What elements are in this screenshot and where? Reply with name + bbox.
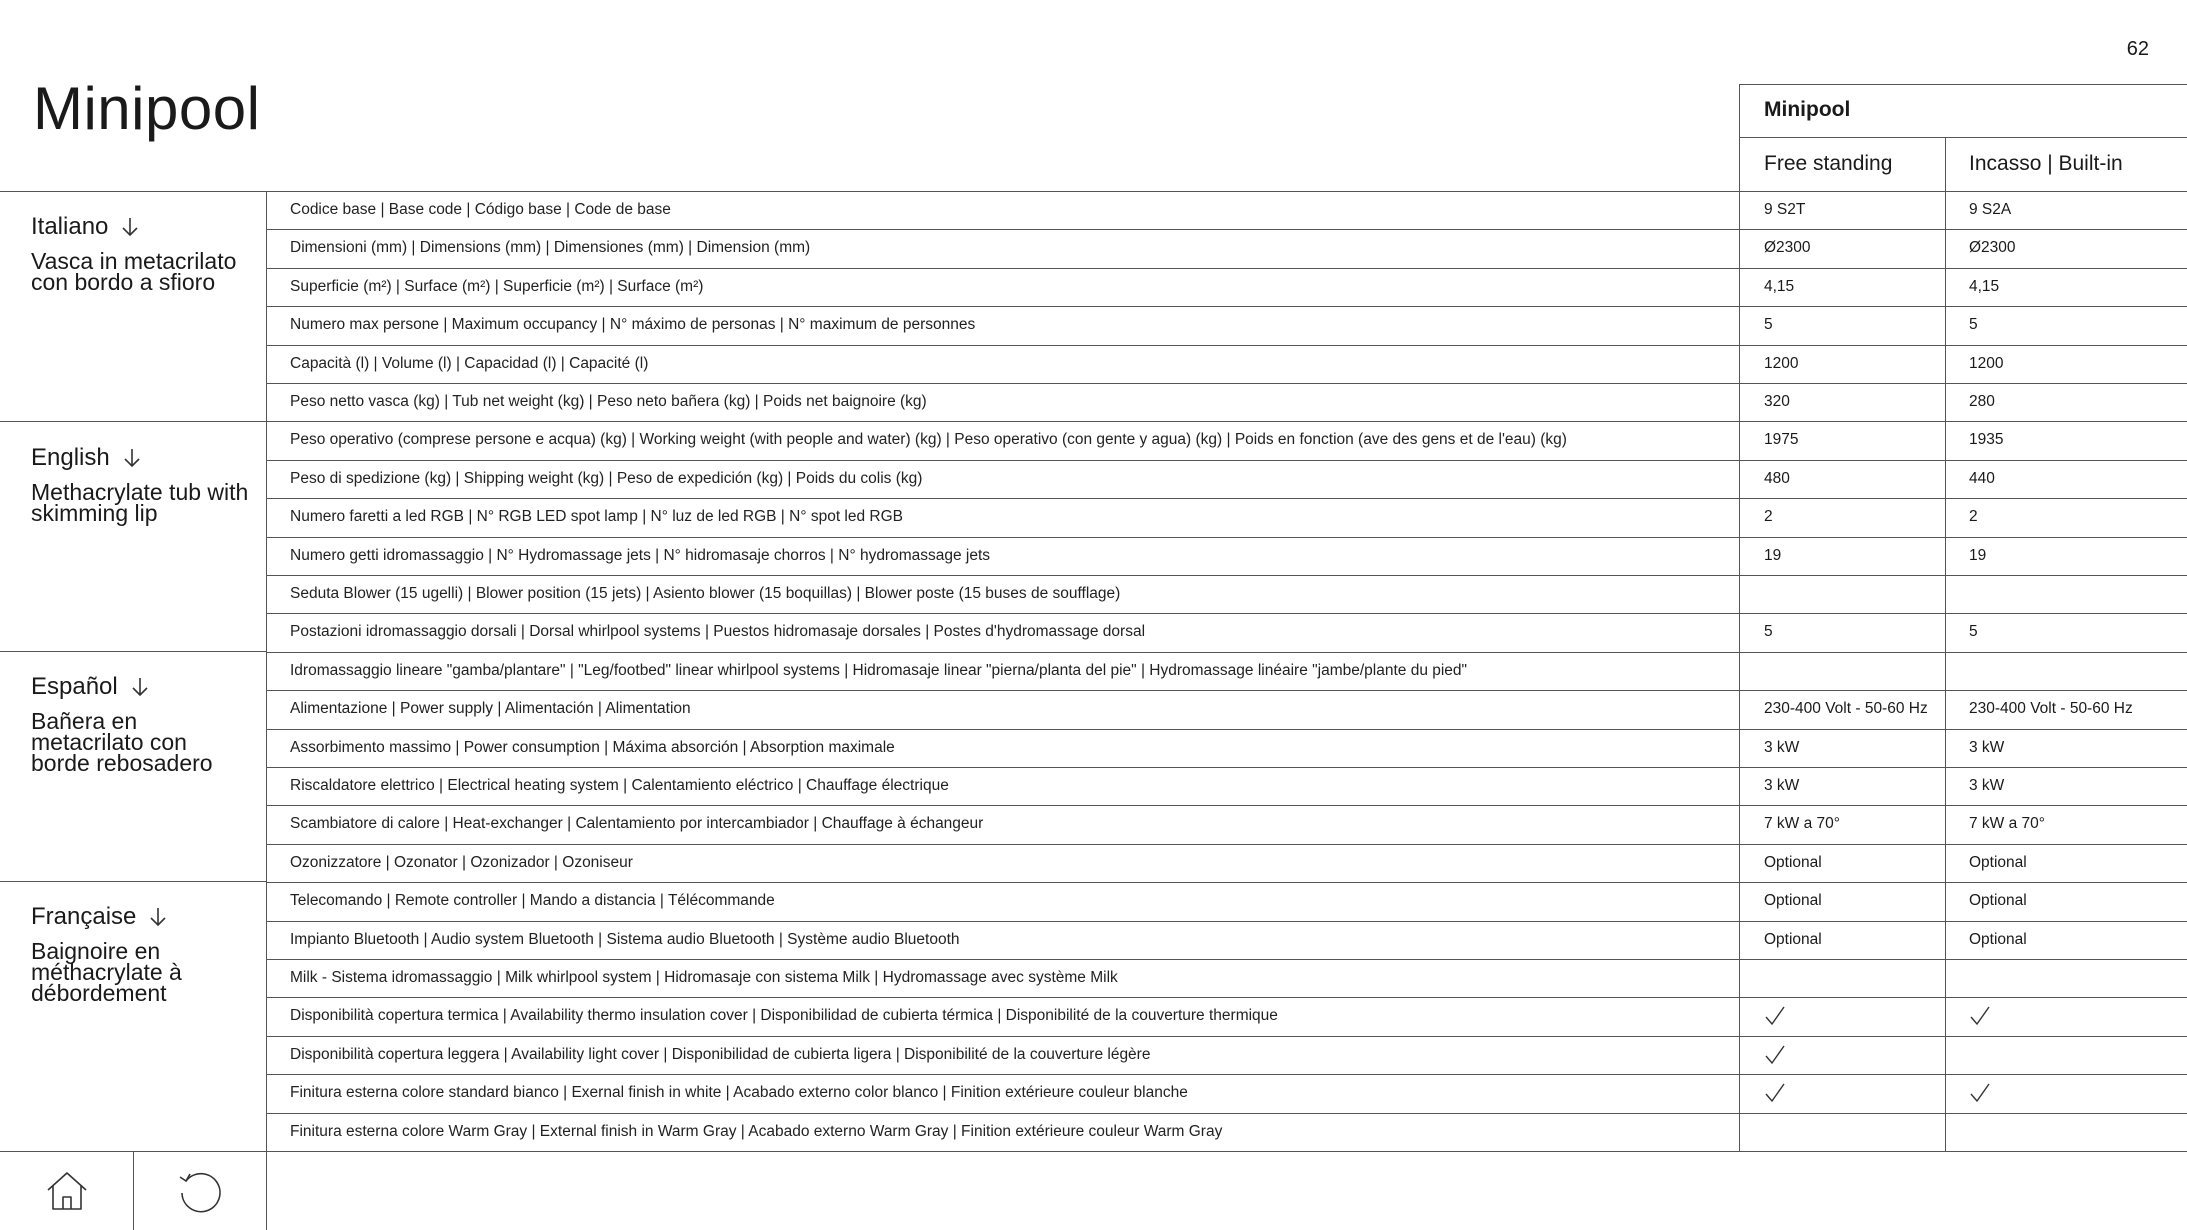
spec-label: Superficie (m²) | Surface (m²) | Superficie (m²) | Surface (m²) xyxy=(290,277,704,295)
spec-value-built-in: Optional xyxy=(1969,930,2027,948)
spec-label: Codice base | Base code | Código base | Code de base xyxy=(290,201,671,218)
spec-value-free-standing: 2 xyxy=(1764,508,1773,526)
spec-value-free-standing: Optional xyxy=(1764,892,1822,910)
table-row xyxy=(266,575,2187,613)
spec-value-free-standing: 5 xyxy=(1764,623,1773,641)
spec-value-free-standing xyxy=(1764,1036,1786,1074)
table-row xyxy=(266,844,2187,882)
spec-label: Dimensioni (mm) | Dimensions (mm) | Dimensiones (mm) | Dimension (mm) xyxy=(290,239,811,257)
spec-label: Assorbimento massimo | Power consumption | Máxima absorción | Absorption maximale xyxy=(290,738,895,756)
table-bottom-rule-right xyxy=(1739,1151,2187,1152)
spec-value-free-standing: 230-400 Volt - 50-60 Hz xyxy=(1764,700,1928,718)
spec-value-free-standing: 320 xyxy=(1764,393,1790,410)
table-row xyxy=(266,882,2187,920)
spec-value-built-in: 4,15 xyxy=(1969,277,2000,295)
spec-value-free-standing: 5 xyxy=(1764,316,1773,334)
home-icon xyxy=(44,1170,90,1212)
spec-label: Disponibilità copertura leggera | Availability light cover | Disponibilidad de cubierta ligera | Disponibilité de la couverture légère xyxy=(290,1045,1151,1063)
spec-label: Peso di spedizione (kg) | Shipping weight (kg) | Peso de expedición (kg) | Poids du colis (kg) xyxy=(290,469,923,487)
spec-value-built-in xyxy=(1969,997,1991,1035)
language-description: Methacrylate tub with skimming lip xyxy=(31,479,249,526)
table-row xyxy=(266,690,2187,728)
spec-value-built-in: Optional xyxy=(1969,853,2027,871)
spec-value-built-in: 5 xyxy=(1969,623,1978,641)
table-row xyxy=(266,652,2187,690)
page-title: Minipool xyxy=(33,75,261,142)
spec-value-free-standing: Ø2300 xyxy=(1764,239,1811,257)
spec-label: Peso operativo (comprese persone e acqua) (kg) | Working weight (with people and water) (kg) | Peso operativo (con gente y agua) (kg) | Poids en fonction (ave des gens et de l'eau) (kg) xyxy=(290,431,1567,449)
table-row xyxy=(266,1036,2187,1074)
spec-value-built-in: Optional xyxy=(1969,892,2027,910)
spec-value-built-in: 440 xyxy=(1969,469,1995,487)
spec-header-product: Minipool xyxy=(1764,98,1851,121)
language-name: English xyxy=(31,444,110,471)
spec-value-free-standing xyxy=(1764,1074,1786,1112)
spec-value-built-in: 7 kW a 70° xyxy=(1969,815,2045,833)
header-mid-rule xyxy=(1739,137,2187,138)
language-description: Bañera en metacrilato con borde rebosadero xyxy=(31,708,213,776)
table-row xyxy=(266,498,2187,536)
spec-value-built-in: 9 S2A xyxy=(1969,201,2012,218)
language-block-english xyxy=(0,444,266,524)
spec-value-built-in: 280 xyxy=(1969,393,1995,410)
spec-value-built-in: 3 kW xyxy=(1969,738,2005,756)
table-row xyxy=(266,997,2187,1035)
table-row xyxy=(266,959,2187,997)
spec-column-built-in: Incasso | Built-in xyxy=(1969,152,2123,175)
spec-value-free-standing: 19 xyxy=(1764,546,1782,564)
arrow-down-icon xyxy=(148,906,168,928)
spec-value-free-standing: 9 S2T xyxy=(1764,201,1806,218)
spec-value-free-standing: 4,15 xyxy=(1764,277,1795,295)
language-block-espanol xyxy=(0,673,266,774)
spec-value-built-in: 5 xyxy=(1969,316,1978,334)
spec-label: Finitura esterna colore Warm Gray | External finish in Warm Gray | Acabado externo Warm Gray | Finition extérieure couleur Warm Gray xyxy=(290,1122,1223,1140)
spec-value-built-in: Ø2300 xyxy=(1969,239,2016,257)
spec-label: Numero getti idromassaggio | N° Hydromassage jets | N° hidromasaje chorros | N° hydromassage jets xyxy=(290,546,991,564)
table-row xyxy=(266,537,2187,575)
spec-value-built-in: 1200 xyxy=(1969,354,2004,372)
language-name: Italiano xyxy=(31,213,109,240)
spec-label: Peso netto vasca (kg) | Tub net weight (kg) | Peso neto bañera (kg) | Poids net baignoire (kg) xyxy=(290,393,927,410)
language-block-italiano xyxy=(0,213,266,293)
spec-label: Postazioni idromassaggio dorsali | Dorsal whirlpool systems | Puestos hidromasaje dorsales | Postes d'hydromassage dorsal xyxy=(290,623,1146,641)
spec-label: Disponibilità copertura termica | Availability thermo insulation cover | Disponibilidad de cubierta térmica | Disponibilité de la couverture thermique xyxy=(290,1007,1278,1025)
spec-label: Riscaldatore elettrico | Electrical heating system | Calentamiento eléctrico | Chauffage électrique xyxy=(290,777,949,794)
check-icon xyxy=(1969,1082,1991,1104)
arrow-down-icon xyxy=(130,676,150,698)
spec-value-free-standing: 480 xyxy=(1764,469,1790,487)
table-row xyxy=(266,345,2187,383)
table-row xyxy=(266,191,2187,229)
back-icon xyxy=(176,1167,224,1215)
check-icon xyxy=(1764,1044,1786,1066)
language-separator xyxy=(0,421,266,422)
table-row xyxy=(266,613,2187,651)
spec-value-free-standing: 3 kW xyxy=(1764,738,1800,756)
spec-value-built-in: 2 xyxy=(1969,508,1978,526)
spec-label: Finitura esterna colore standard bianco | Exernal finish in white | Acabado externo color blanco | Finition extérieure couleur blanche xyxy=(290,1084,1188,1102)
spec-value-free-standing: Optional xyxy=(1764,853,1822,871)
back-button[interactable] xyxy=(133,1151,266,1230)
spec-label: Seduta Blower (15 ugelli) | Blower position (15 jets) | Asiento blower (15 boquillas) | Blower poste (15 buses de soufflage) xyxy=(290,585,1121,602)
home-button[interactable] xyxy=(0,1151,133,1230)
spec-value-built-in: 19 xyxy=(1969,546,1987,564)
spec-column-free-standing: Free standing xyxy=(1764,152,1893,175)
table-row xyxy=(266,460,2187,498)
spec-label: Impianto Bluetooth | Audio system Bluetooth | Sistema audio Bluetooth | Système audio Bluetooth xyxy=(290,930,960,948)
table-row xyxy=(266,383,2187,421)
page-number: 62 xyxy=(2126,38,2149,60)
spec-label: Numero max persone | Maximum occupancy | N° máximo de personas | N° maximum de personnes xyxy=(290,316,976,334)
spec-label: Telecomando | Remote controller | Mando a distancia | Télécommande xyxy=(290,892,775,910)
spec-label: Milk - Sistema idromassaggio | Milk whirlpool system | Hidromasaje con sistema Milk | Hydromassage avec système Milk xyxy=(290,969,1118,986)
spec-value-built-in: 230-400 Volt - 50-60 Hz xyxy=(1969,700,2133,718)
arrow-down-icon xyxy=(122,447,142,469)
language-description: Vasca in metacrilato con bordo a sfioro xyxy=(31,248,237,295)
table-row xyxy=(266,729,2187,767)
check-icon xyxy=(1969,1005,1991,1027)
language-separator xyxy=(0,881,266,882)
spec-value-free-standing: Optional xyxy=(1764,930,1822,948)
spec-value-built-in: 1935 xyxy=(1969,431,2004,449)
spec-value-free-standing: 3 kW xyxy=(1764,777,1800,794)
table-row xyxy=(266,767,2187,805)
spec-label: Capacità (l) | Volume (l) | Capacidad (l) | Capacité (l) xyxy=(290,354,649,372)
table-row xyxy=(266,921,2187,959)
check-icon xyxy=(1764,1082,1786,1104)
arrow-down-icon xyxy=(120,216,140,238)
table-row xyxy=(266,229,2187,267)
table-row xyxy=(266,421,2187,459)
language-name: Español xyxy=(31,673,118,700)
spec-label: Numero faretti a led RGB | N° RGB LED spot lamp | N° luz de led RGB | N° spot led RGB xyxy=(290,508,904,526)
table-row xyxy=(266,268,2187,306)
spec-value-free-standing: 7 kW a 70° xyxy=(1764,815,1840,833)
spec-value-free-standing: 1975 xyxy=(1764,431,1799,449)
table-row xyxy=(266,805,2187,843)
spec-value-built-in xyxy=(1969,1074,1991,1112)
spec-label: Ozonizzatore | Ozonator | Ozonizador | Ozoniseur xyxy=(290,853,633,871)
language-block-francaise xyxy=(0,903,266,1004)
spec-label: Idromassaggio lineare "gamba/plantare" | "Leg/footbed" linear whirlpool systems | Hidromasaje linear "pierna/planta del pie" | Hydromassage linéaire "jambe/plante du pied" xyxy=(290,661,1468,679)
spec-value-built-in: 3 kW xyxy=(1969,777,2005,794)
spec-value-free-standing: 1200 xyxy=(1764,354,1799,372)
header-top-rule xyxy=(1739,84,2187,85)
table-row xyxy=(266,1074,2187,1112)
language-separator xyxy=(0,651,266,652)
spec-value-free-standing xyxy=(1764,997,1786,1035)
language-description: Baignoire en méthacrylate à débordement xyxy=(31,938,182,1006)
spec-label: Alimentazione | Power supply | Alimentación | Alimentation xyxy=(290,700,691,718)
language-name: Française xyxy=(31,903,137,930)
table-row xyxy=(266,1113,2187,1151)
spec-label: Scambiatore di calore | Heat-exchanger | Calentamiento por intercambiador | Chauffage à échangeur xyxy=(290,815,984,833)
table-row xyxy=(266,306,2187,344)
check-icon xyxy=(1764,1005,1786,1027)
